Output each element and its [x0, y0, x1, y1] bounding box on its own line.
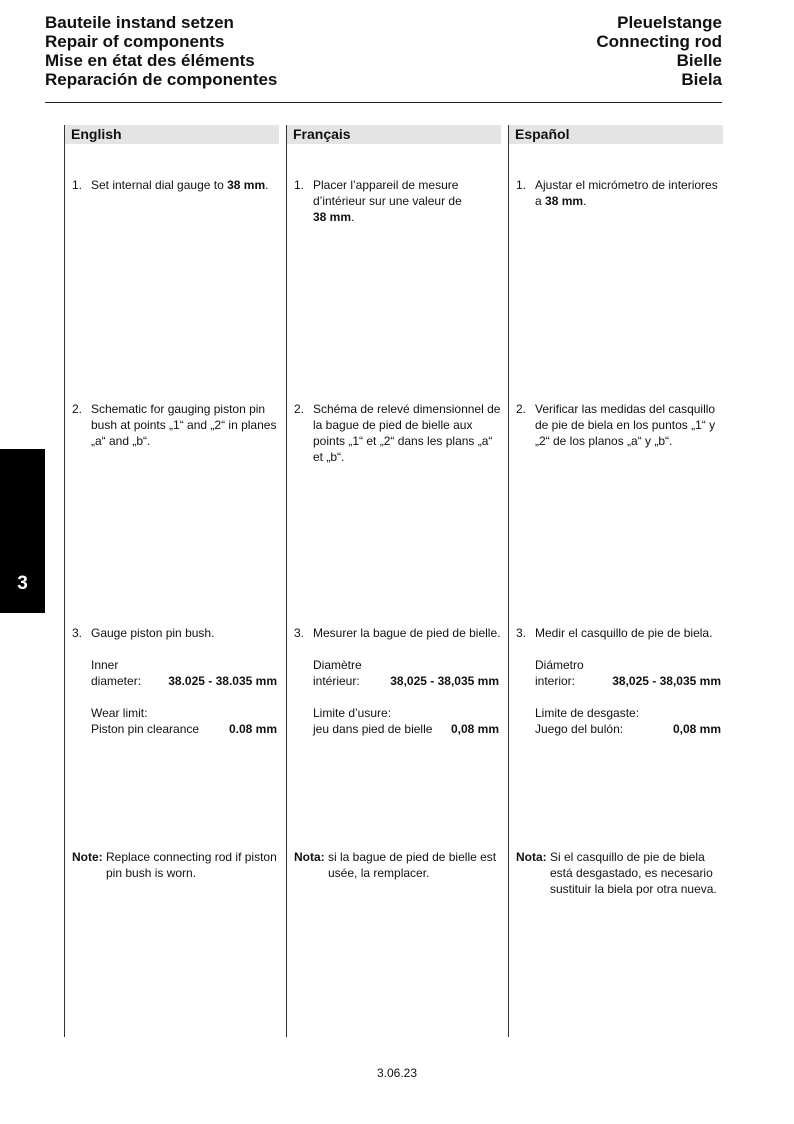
step-text: Schematic for gauging piston pin bush at points „1“ and „2“ in planes „a“ and „b“.	[91, 402, 277, 448]
header-title-fr: Mise en état des éléments	[45, 51, 255, 70]
note-label: Note:	[72, 850, 103, 864]
spec-label: Diámetro	[535, 658, 584, 672]
spec-label: jeu dans pied de bielle	[313, 722, 433, 736]
chapter-number: 3	[17, 573, 28, 594]
step-text: Mesurer la bague de pied de bielle.	[313, 626, 501, 640]
step-1	[72, 177, 280, 193]
step-number: 1.	[294, 178, 305, 192]
step-text-end: .	[265, 178, 269, 192]
header-left-titles	[45, 13, 277, 89]
header-part-es: Biela	[681, 70, 722, 89]
spec-label: Wear limit:	[91, 706, 148, 720]
step-value: 38 mm	[545, 194, 584, 208]
step-number: 3.	[516, 626, 527, 640]
note	[294, 849, 504, 881]
note	[72, 849, 282, 881]
step-number: 1.	[72, 178, 83, 192]
note-text: si la bague de pied de bielle est usée, la remplacer.	[328, 850, 497, 880]
page-number: 3.06.23	[376, 1066, 418, 1080]
column-divider	[508, 125, 509, 1037]
step-number: 2.	[294, 402, 305, 416]
spec-label: Inner	[91, 658, 119, 672]
header-title-en: Repair of components	[45, 32, 225, 51]
spec-label: diameter:	[91, 674, 142, 688]
step-3	[516, 625, 724, 641]
spec-block	[313, 657, 499, 737]
spec-label: Limite de desgaste:	[535, 706, 640, 720]
step-3	[294, 625, 502, 641]
step-3	[72, 625, 280, 641]
step-text: Gauge piston pin bush.	[91, 626, 215, 640]
step-text: Verificar las medidas del casquillo de pie de biela en los puntos „1“ y „2“ de los planos „a“ y „b“.	[535, 402, 716, 448]
header-title-es: Reparación de componentes	[45, 70, 278, 89]
step-number: 2.	[72, 402, 83, 416]
spec-block	[91, 657, 277, 737]
column-divider	[286, 125, 287, 1037]
note-text: Replace connecting rod if piston pin bush is worn.	[106, 850, 277, 880]
step-2	[72, 401, 280, 449]
spec-value-diameter: 38,025 - 38,035 mm	[390, 674, 499, 688]
header-right-titles	[596, 13, 722, 89]
header-divider	[45, 102, 722, 103]
spec-value-diameter: 38,025 - 38,035 mm	[612, 674, 721, 688]
spec-value-diameter: 38.025 - 38.035 mm	[168, 674, 277, 688]
note-label: Nota:	[294, 850, 325, 864]
step-number: 2.	[516, 402, 527, 416]
step-1	[294, 177, 502, 225]
column-header-francais: Français	[287, 125, 501, 144]
step-text: Schéma de relevé dimensionnel de la bague de pied de bielle aux points „1“ et „2“ dans les plans „a“ et „b“.	[313, 402, 501, 464]
step-text: Ajustar el micrómetro de interiores a	[535, 178, 718, 208]
header-title-de: Bauteile instand setzen	[45, 13, 234, 32]
step-text: Medir el casquillo de pie de biela.	[535, 626, 713, 640]
step-value: 38 mm	[313, 210, 352, 224]
spec-label: Juego del bulón:	[535, 722, 624, 736]
step-2	[516, 401, 724, 449]
step-1	[516, 177, 724, 209]
header-part-fr: Bielle	[676, 51, 722, 70]
chapter-tab	[0, 449, 45, 613]
spec-label: Piston pin clearance	[91, 722, 200, 736]
spec-label: intérieur:	[313, 674, 360, 688]
spec-block	[535, 657, 721, 737]
note	[516, 849, 726, 897]
step-text: Placer l’appareil de mesure d’intérieur sur une valeur de	[313, 178, 462, 208]
step-value: 38 mm	[227, 178, 266, 192]
note-label: Nota:	[516, 850, 547, 864]
step-text-end: .	[583, 194, 587, 208]
spec-label: Limite d’usure:	[313, 706, 392, 720]
step-text-end: .	[351, 210, 355, 224]
note-text: Si el casquillo de pie de biela está desgastado, es necesario sustituir la biela por otra nueva.	[550, 850, 717, 896]
header-part-de: Pleuelstange	[617, 13, 722, 32]
column-header-english: English	[65, 125, 279, 144]
spec-label: interior:	[535, 674, 576, 688]
column-divider	[64, 125, 65, 1037]
step-number: 3.	[294, 626, 305, 640]
step-2	[294, 401, 502, 465]
spec-value-clearance: 0.08 mm	[228, 722, 277, 736]
spec-value-clearance: 0,08 mm	[450, 722, 499, 736]
step-number: 1.	[516, 178, 527, 192]
step-number: 3.	[72, 626, 83, 640]
step-text: Set internal dial gauge to	[91, 178, 228, 192]
spec-value-clearance: 0,08 mm	[672, 722, 721, 736]
column-header-espanol: Español	[509, 125, 723, 144]
header-part-en: Connecting rod	[596, 32, 722, 51]
spec-label: Diamètre	[313, 658, 362, 672]
